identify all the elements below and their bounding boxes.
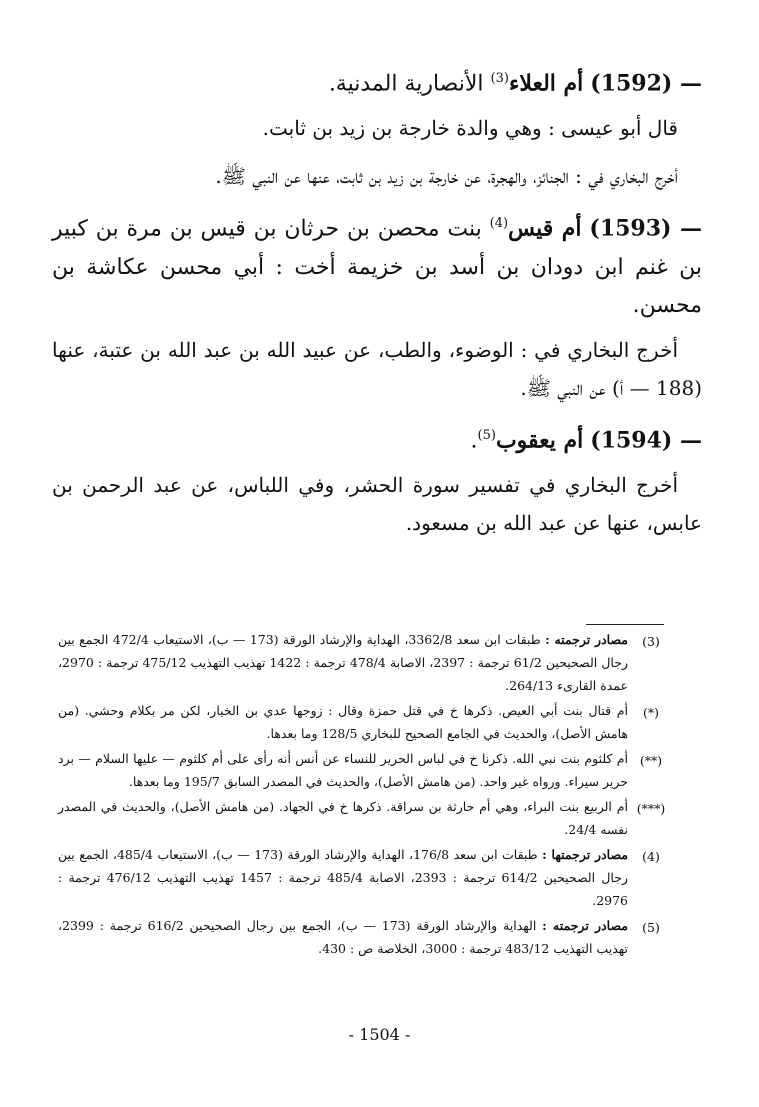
entry-paragraph: أخرج البخاري في : الوضوء، والطب، عن عبيد الله بن عبد الله بن عتبة، عنها (188 — أ) عن النبي ﷺ. (52, 337, 702, 400)
entry-name: أم قيس (508, 215, 582, 242)
footnote-separator (586, 624, 664, 625)
footnote-label: مصادر ترجمته : (545, 632, 628, 647)
footnote-mark: (*) (642, 705, 659, 720)
footnote-text (58, 914, 628, 960)
entry-description: الأنصارية المدنية. (328, 71, 491, 97)
footnote-text (58, 795, 628, 841)
entry-paragraph: أخرج البخاري في تفسير سورة الحشر، وفي اللباس، عن عبد الرحمن بن عابس، عنها عن عبد الله بن مسعود. (52, 472, 702, 535)
footnote-text (58, 843, 628, 912)
footnote-text (58, 699, 628, 745)
footnote-ref: (3) (490, 71, 509, 86)
footnote-mark: (**) (639, 753, 663, 768)
entry-description: بنت محصن بن حرثان بن قيس بن مرة بن كبير بن غنم ابن دودان بن أسد بن خزيمة أخت : أبي محسن عكاشة بن محسن. (52, 216, 702, 318)
footnote (58, 747, 674, 793)
entry-description: . (470, 427, 478, 453)
footnote-mark: (3) (642, 634, 660, 649)
footnote-text (58, 747, 628, 793)
entry-number: (1593) — (589, 215, 702, 242)
footnote-label: مصادر ترجمتها : (542, 847, 628, 862)
footnote-mark: (***) (636, 801, 666, 816)
entry-number: (1594) — (590, 426, 702, 453)
footnote (58, 699, 674, 745)
entry-paragraph: أخرج البخاري في : الجنائز، والهجرة، عن خارجة بن زيد بن ثابت، عنها عن النبي ﷺ. (215, 164, 678, 189)
footnote-body: أم قتال بنت أبي العيص. ذكرها خ في قتل حمزة وقال : زوجها عدي بن الخيار، لكن مر بكلام وحشي. (من هامش الأصل)، والحديث في الجامع الصحيح للبخاري 128/5 وما بعدها. (58, 703, 628, 741)
footnote-text (58, 628, 628, 697)
footnote-label: مصادر ترجمته : (542, 918, 628, 933)
footnote-ref: (5) (477, 427, 496, 443)
entry-number: (1592) — (590, 70, 702, 97)
entry-name: أم يعقوب (495, 426, 584, 453)
footnote-body: طبقات ابن سعد 176/8، الهداية والإرشاد الورقة (173 — ب)، الاستيعاب 485/4، الجمع بين رجال الصحيحين 614/2 ترجمة : 2393، الاصابة 485/4 ترجمة : 1457 تهذيب التهذيب 476/12 ترجمة : 2976. (58, 847, 628, 908)
entry-heading-1592 (52, 60, 702, 103)
footnote-body: أم كلثوم بنت نبي الله. ذكرنا خ في لباس الحرير للنساء عن أنس أنه رأى على أم كلثوم — عليها السلام — برد حرير سيراء. ورواه غير واحد. (من هامش الأصل)، والحديث في المصدر السابق 195/7 وما بعدها. (58, 751, 628, 789)
entry-heading-1594 (52, 417, 702, 460)
footnote-body: طبقات ابن سعد 3362/8، الهداية والإرشاد الورقة (173 — ب)، الاستيعاب 472/4 الجمع بين رجال الصحيحين 61/2 ترجمة : 2397، الاصابة 478/4 ترجمة : 1422 تهذيب التهذيب 475/12 ترجمة : 2970، عمدة القارىء 264/13. (58, 632, 628, 693)
entry-name: أم العلاء (508, 70, 584, 97)
footnote-ref: (4) (489, 216, 509, 232)
footnote-mark: (5) (642, 920, 660, 935)
footnote (58, 795, 674, 841)
entry-heading-1593 (52, 205, 702, 324)
footnote (58, 628, 674, 697)
footnote-body: أم الربيع بنت البراء، وهي أم حارثة بن سراقة. ذكرها خ في الجهاد. (من هامش الأصل)، والحديث في المصدر نفسه 24/4. (58, 799, 628, 837)
footnote (58, 914, 674, 960)
footnotes (58, 628, 674, 962)
footnote-body: الهداية والإرشاد الورقة (173 — ب)، الجمع بين رجال الصحيحين 616/2 ترجمة : 2399، تهذيب التهذيب 483/12 ترجمة : 3000، الخلاصة ص : 430. (58, 918, 628, 956)
footnote (58, 843, 674, 912)
entry-paragraph: قال أبو عيسى : وهي والدة خارجة بن زيد بن ثابت. (262, 116, 678, 141)
footnote-mark: (4) (642, 849, 660, 864)
main-text (52, 60, 702, 552)
page-number: - 1504 - (348, 1025, 411, 1044)
